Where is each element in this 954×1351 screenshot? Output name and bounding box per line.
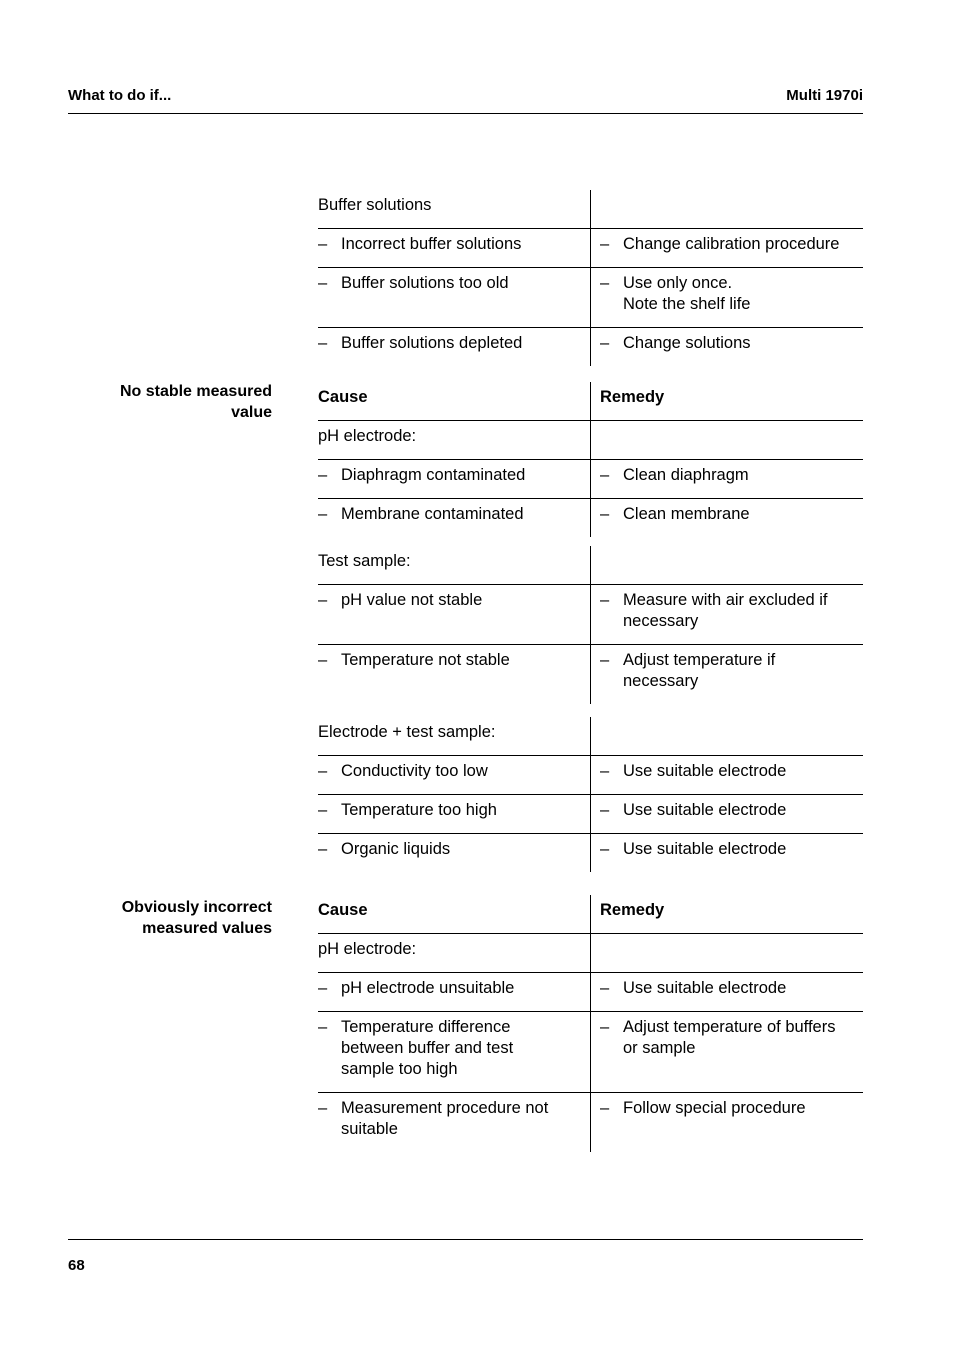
dash-bullet: – [318, 505, 328, 523]
no-stable-ph-electrode-table [318, 382, 863, 537]
table-row [318, 1093, 863, 1153]
dash-bullet: – [600, 274, 610, 292]
cause-text: Buffer solutions too old [341, 274, 509, 292]
table-row [318, 834, 863, 873]
table-row [318, 795, 863, 834]
header-rule [68, 113, 863, 114]
table-row [318, 973, 863, 1012]
no-stable-test-sample-table [318, 546, 863, 704]
group-label: Buffer solutions [318, 196, 432, 214]
dash-bullet: – [318, 591, 328, 609]
dash-bullet: – [318, 651, 328, 669]
remedy-column-header: Remedy [600, 901, 665, 919]
dash-bullet: – [600, 334, 610, 352]
dash-bullet: – [600, 651, 610, 669]
dash-bullet: – [318, 235, 328, 253]
dash-bullet: – [600, 466, 610, 484]
dash-bullet: – [600, 235, 610, 253]
running-header-product: Multi 1970i [786, 87, 863, 104]
remedy-text: Clean diaphragm [623, 466, 749, 484]
dash-bullet: – [318, 979, 328, 997]
cause-text: Incorrect buffer solutions [341, 235, 522, 253]
cause-text: Organic liquids [341, 840, 451, 858]
table-row [318, 229, 863, 268]
group-label: pH electrode: [318, 427, 417, 445]
running-header-section: What to do if... [68, 87, 172, 104]
no-stable-electrode-test-sample-table [318, 717, 863, 872]
remedy-text: Adjust temperature of buffers or sample [623, 1018, 836, 1057]
remedy-text: Use suitable electrode [623, 840, 787, 858]
dash-bullet: – [318, 274, 328, 292]
header-row [318, 382, 863, 421]
dash-bullet: – [600, 1099, 610, 1117]
dash-bullet: – [318, 466, 328, 484]
table-row [318, 499, 863, 538]
remedy-text: Adjust temperature if necessary [623, 651, 776, 690]
group-label: Electrode + test sample: [318, 723, 496, 741]
remedy-text: Change solutions [623, 334, 751, 352]
group-row [318, 717, 863, 756]
cause-text: pH electrode unsuitable [341, 979, 515, 997]
cause-text: Temperature too high [341, 801, 497, 819]
group-row [318, 190, 863, 229]
page-number: 68 [68, 1257, 85, 1274]
cause-text: Temperature not stable [341, 651, 510, 669]
remedy-column-header: Remedy [600, 388, 665, 406]
table-row [318, 268, 863, 328]
dash-bullet: – [318, 801, 328, 819]
cause-text: Diaphragm contaminated [341, 466, 526, 484]
cause-text: Conductivity too low [341, 762, 488, 780]
dash-bullet: – [600, 505, 610, 523]
side-heading-no-stable-value: No stable measured value [119, 383, 272, 421]
cause-text: Membrane contaminated [341, 505, 524, 523]
remedy-text: Clean membrane [623, 505, 750, 523]
table-row [318, 756, 863, 795]
group-row [318, 934, 863, 973]
cause-text: Temperature difference between buffer and test sample too high [341, 1018, 514, 1078]
group-row [318, 546, 863, 585]
remedy-text: Change calibration procedure [623, 235, 840, 253]
incorrect-values-table [318, 895, 863, 1152]
table-row [318, 645, 863, 705]
dash-bullet: – [318, 840, 328, 858]
group-label: pH electrode: [318, 940, 417, 958]
dash-bullet: – [318, 334, 328, 352]
group-row [318, 421, 863, 460]
cause-text: pH value not stable [341, 591, 483, 609]
remedy-text: Use suitable electrode [623, 801, 787, 819]
buffer-solutions-table [318, 190, 863, 366]
side-heading-incorrect-values: Obviously incorrect measured values [121, 899, 272, 937]
table-row [318, 585, 863, 645]
dash-bullet: – [600, 979, 610, 997]
remedy-text: Measure with air excluded if necessary [623, 591, 828, 630]
dash-bullet: – [318, 1099, 328, 1117]
table-row [318, 328, 863, 367]
dash-bullet: – [600, 801, 610, 819]
dash-bullet: – [600, 1018, 610, 1036]
dash-bullet: – [600, 840, 610, 858]
cause-text: Measurement procedure not suitable [341, 1099, 549, 1138]
dash-bullet: – [318, 1018, 328, 1036]
group-label: Test sample: [318, 552, 411, 570]
remedy-text: Use suitable electrode [623, 979, 787, 997]
remedy-text: Use only once. Note the shelf life [623, 274, 751, 313]
cause-column-header: Cause [318, 901, 368, 919]
header-row [318, 895, 863, 934]
remedy-text: Use suitable electrode [623, 762, 787, 780]
dash-bullet: – [600, 591, 610, 609]
table-row [318, 460, 863, 499]
cause-text: Buffer solutions depleted [341, 334, 523, 352]
remedy-text: Follow special procedure [623, 1099, 806, 1117]
footer-rule [68, 1239, 863, 1240]
dash-bullet: – [600, 762, 610, 780]
table-row [318, 1012, 863, 1093]
dash-bullet: – [318, 762, 328, 780]
cause-column-header: Cause [318, 388, 368, 406]
